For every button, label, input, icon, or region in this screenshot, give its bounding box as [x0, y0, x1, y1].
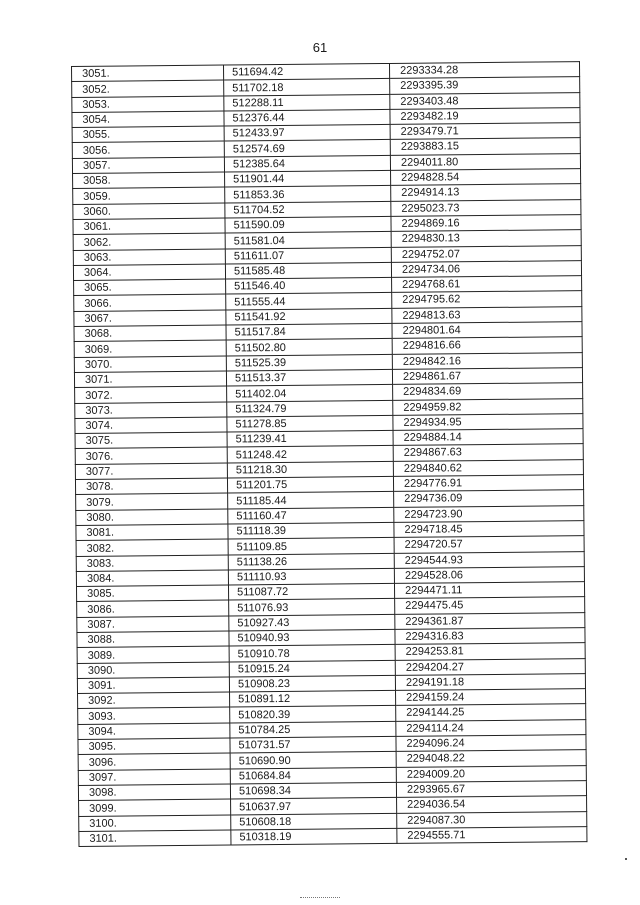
x-coordinate: 511525.39	[226, 354, 392, 371]
row-index: 3054.	[72, 111, 224, 128]
row-index: 3089.	[77, 646, 229, 663]
x-coordinate: 510927.43	[229, 614, 395, 631]
x-coordinate: 511555.44	[226, 293, 392, 310]
x-coordinate: 512385.64	[224, 155, 390, 172]
row-index: 3075.	[75, 432, 227, 449]
row-index: 3070.	[74, 356, 226, 373]
row-index: 3099.	[79, 799, 231, 816]
row-index: 3081.	[76, 524, 228, 541]
x-coordinate: 511581.04	[225, 232, 391, 249]
x-coordinate: 510637.97	[231, 798, 397, 815]
x-coordinate: 511694.42	[223, 63, 389, 80]
x-coordinate: 511590.09	[225, 216, 391, 233]
x-coordinate: 511185.44	[228, 492, 394, 509]
coordinate-table-wrapper	[71, 61, 586, 847]
y-coordinate: 2294816.66	[392, 337, 582, 354]
y-coordinate: 2294191.18	[395, 673, 585, 690]
x-coordinate: 511541.92	[226, 308, 392, 325]
y-coordinate: 2294159.24	[396, 689, 586, 706]
row-index: 3053.	[72, 96, 224, 113]
row-index: 3083.	[76, 555, 228, 572]
coordinate-table	[71, 61, 587, 847]
row-index: 3066.	[74, 294, 226, 311]
y-coordinate: 2294475.45	[395, 597, 585, 614]
y-coordinate: 2294048.22	[396, 750, 586, 767]
y-coordinate: 2294934.95	[393, 413, 583, 430]
page-number: 61	[312, 40, 328, 55]
row-index: 3091.	[77, 677, 229, 694]
row-index: 3085.	[76, 585, 228, 602]
x-coordinate: 511278.85	[227, 415, 393, 432]
row-index: 3077.	[75, 463, 227, 480]
y-coordinate: 2293965.67	[396, 781, 586, 798]
row-index: 3096.	[78, 753, 230, 770]
row-index: 3074.	[75, 417, 227, 434]
x-coordinate: 511087.72	[228, 584, 394, 601]
coordinate-table-body	[72, 62, 587, 847]
row-index: 3101.	[79, 830, 231, 847]
y-coordinate: 2293403.48	[390, 92, 580, 109]
y-coordinate: 2294316.83	[395, 628, 585, 645]
x-coordinate: 511239.41	[227, 431, 393, 448]
row-index: 3060.	[73, 203, 225, 220]
row-index: 3057.	[72, 157, 224, 174]
y-coordinate: 2294736.09	[394, 490, 584, 507]
y-coordinate: 2293395.39	[390, 77, 580, 94]
row-index: 3095.	[78, 738, 230, 755]
y-coordinate: 2294528.06	[394, 566, 584, 583]
y-coordinate: 2294253.81	[395, 643, 585, 660]
row-index: 3097.	[78, 769, 230, 786]
x-coordinate: 512376.44	[224, 109, 390, 126]
row-index: 3100.	[79, 815, 231, 832]
row-index: 3064.	[73, 264, 225, 281]
x-coordinate: 510731.57	[230, 736, 396, 753]
y-coordinate: 2293883.15	[390, 138, 580, 155]
x-coordinate: 510915.24	[229, 660, 395, 677]
y-coordinate: 2294096.24	[396, 735, 586, 752]
row-index: 3063.	[73, 249, 225, 266]
y-coordinate: 2294914.13	[391, 184, 581, 201]
x-coordinate: 510698.34	[230, 782, 396, 799]
y-coordinate: 2294036.54	[397, 796, 587, 813]
y-coordinate: 2294204.27	[395, 658, 585, 675]
y-coordinate: 2294861.67	[392, 368, 582, 385]
y-coordinate: 2294361.87	[395, 612, 585, 629]
x-coordinate: 510910.78	[229, 645, 395, 662]
x-coordinate: 511611.07	[225, 247, 391, 264]
y-coordinate: 2294114.24	[396, 719, 586, 736]
y-coordinate: 2294830.13	[391, 230, 581, 247]
y-coordinate: 2294723.90	[394, 505, 584, 522]
x-coordinate: 511702.18	[224, 79, 390, 96]
row-index: 3088.	[77, 631, 229, 648]
x-coordinate: 511160.47	[228, 507, 394, 524]
row-index: 3055.	[72, 126, 224, 143]
y-coordinate: 2294776.91	[393, 475, 583, 492]
x-coordinate: 511853.36	[225, 186, 391, 203]
row-index: 3078.	[75, 478, 227, 495]
x-coordinate: 511546.40	[226, 278, 392, 295]
x-coordinate: 511402.04	[227, 385, 393, 402]
row-index: 3073.	[75, 402, 227, 419]
x-coordinate: 511517.84	[226, 323, 392, 340]
y-coordinate: 2293479.71	[390, 123, 580, 140]
y-coordinate: 2294768.61	[392, 276, 582, 293]
row-index: 3094.	[78, 723, 230, 740]
row-index: 3076.	[75, 447, 227, 464]
x-coordinate: 511585.48	[225, 262, 391, 279]
row-index: 3065.	[74, 279, 226, 296]
y-coordinate: 2294959.82	[393, 398, 583, 415]
y-coordinate: 2294884.14	[393, 429, 583, 446]
x-coordinate: 510891.12	[230, 691, 396, 708]
y-coordinate: 2293334.28	[389, 62, 579, 79]
y-coordinate: 2294011.80	[390, 153, 580, 170]
y-coordinate: 2294867.63	[393, 444, 583, 461]
row-index: 3082.	[76, 539, 228, 556]
row-index: 3072.	[75, 386, 227, 403]
x-coordinate: 510684.84	[230, 767, 396, 784]
x-coordinate: 510318.19	[231, 828, 397, 845]
y-coordinate: 2294834.69	[393, 383, 583, 400]
y-coordinate: 2294795.62	[392, 291, 582, 308]
x-coordinate: 511138.26	[228, 553, 394, 570]
row-index: 3052.	[72, 80, 224, 97]
row-index: 3087.	[77, 616, 229, 633]
x-coordinate: 511513.37	[226, 369, 392, 386]
row-index: 3067.	[74, 310, 226, 327]
row-index: 3059.	[73, 187, 225, 204]
y-coordinate: 2294813.63	[392, 306, 582, 323]
y-coordinate: 2294752.07	[391, 245, 581, 262]
x-coordinate: 511109.85	[228, 538, 394, 555]
row-index: 3080.	[76, 509, 228, 526]
x-coordinate: 512574.69	[224, 140, 390, 157]
x-coordinate: 512433.97	[224, 125, 390, 142]
row-index: 3062.	[73, 233, 225, 250]
y-coordinate: 2294471.11	[394, 582, 584, 599]
row-index: 3086.	[77, 600, 229, 617]
row-index: 3084.	[76, 570, 228, 587]
y-coordinate: 2293482.19	[390, 108, 580, 125]
scan-footer-mark	[300, 897, 340, 900]
row-index: 3098.	[78, 784, 230, 801]
x-coordinate: 511704.52	[225, 201, 391, 218]
scan-speck	[625, 858, 627, 860]
row-index: 3092.	[78, 692, 230, 709]
row-index: 3071.	[74, 371, 226, 388]
y-coordinate: 2294828.54	[391, 169, 581, 186]
x-coordinate: 512288.11	[224, 94, 390, 111]
x-coordinate: 510608.18	[231, 813, 397, 830]
row-index: 3056.	[72, 142, 224, 159]
y-coordinate: 2294144.25	[396, 704, 586, 721]
x-coordinate: 510940.93	[229, 629, 395, 646]
y-coordinate: 2295023.73	[391, 199, 581, 216]
row-index: 3069.	[74, 340, 226, 357]
y-coordinate: 2294087.30	[397, 811, 587, 828]
x-coordinate: 511502.80	[226, 339, 392, 356]
x-coordinate: 511901.44	[225, 171, 391, 188]
x-coordinate: 511118.39	[228, 522, 394, 539]
x-coordinate: 510820.39	[230, 706, 396, 723]
x-coordinate: 510690.90	[230, 752, 396, 769]
y-coordinate: 2294842.16	[392, 352, 582, 369]
x-coordinate: 511110.93	[228, 568, 394, 585]
x-coordinate: 511076.93	[229, 599, 395, 616]
y-coordinate: 2294869.16	[391, 215, 581, 232]
x-coordinate: 511218.30	[227, 461, 393, 478]
x-coordinate: 511324.79	[227, 400, 393, 417]
x-coordinate: 511201.75	[227, 476, 393, 493]
row-index: 3079.	[76, 493, 228, 510]
y-coordinate: 2294801.64	[392, 322, 582, 339]
row-index: 3051.	[72, 65, 224, 82]
y-coordinate: 2294720.57	[394, 536, 584, 553]
row-index: 3058.	[73, 172, 225, 189]
y-coordinate: 2294718.45	[394, 521, 584, 538]
x-coordinate: 510908.23	[229, 675, 395, 692]
row-index: 3061.	[73, 218, 225, 235]
row-index: 3068.	[74, 325, 226, 342]
y-coordinate: 2294009.20	[396, 765, 586, 782]
y-coordinate: 2294544.93	[394, 551, 584, 568]
x-coordinate: 510784.25	[230, 721, 396, 738]
y-coordinate: 2294840.62	[393, 459, 583, 476]
x-coordinate: 511248.42	[227, 446, 393, 463]
row-index: 3090.	[77, 662, 229, 679]
y-coordinate: 2294555.71	[397, 826, 587, 843]
row-index: 3093.	[78, 707, 230, 724]
y-coordinate: 2294734.06	[391, 260, 581, 277]
